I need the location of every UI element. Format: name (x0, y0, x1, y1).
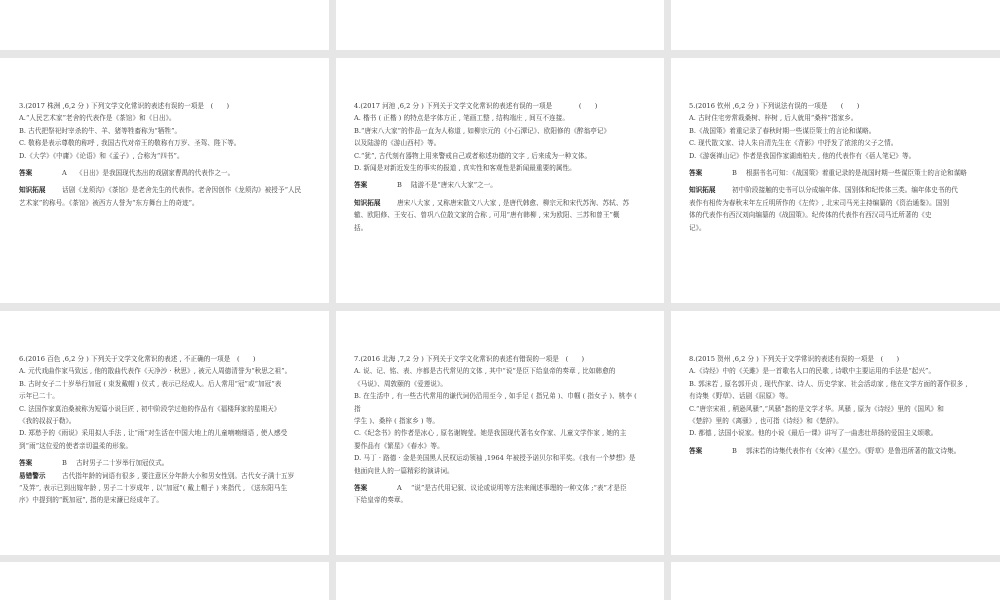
option-b-cont: 有诗集《野草》、话剧《屈原》等。 (689, 392, 792, 401)
answer-value: B (397, 181, 402, 190)
option-d-cont: 到“雨”这位爱的使者亲切温柔的形象。 (19, 441, 133, 450)
answer-label: 答案 (354, 484, 368, 493)
knowledge-extension (354, 197, 650, 209)
option-a: A.“人民艺术家”老舍的代表作是《茶馆》和《日出》。 (19, 114, 176, 123)
answer-row (689, 445, 986, 457)
answer-note: 古时男子二十岁举行加冠仪式。 (76, 459, 169, 468)
option-b-cont: 示年已二十。 (19, 392, 59, 401)
extension-line: “及笄”, 表示已到出嫁年龄 , 男子二十岁成年 , 以“加冠”( 戴上帽子 ) 来指代 , 《送东阳马生 (19, 484, 288, 493)
answer-label: 答案 (19, 459, 33, 468)
option-b: B. 古时女子二十岁举行加冠 ( 束发戴帽 ) 仪式 , 表示已经成人。后人常用“冠”或“加冠”表 (19, 379, 282, 388)
answer-label: 答案 (689, 169, 703, 178)
answer-label: 答案 (689, 446, 703, 455)
option-c: C.《纪念书》的作者是冰心 , 原名谢婉莹。她是我国现代著名女作家、儿童文学作家 , 她的主 (354, 429, 627, 438)
answer-note: 郭沫若的诗集代表作有《女神》《星空》。《野草》是鲁迅所著的散文诗集。 (746, 446, 961, 455)
question-card-6[interactable] (0, 311, 329, 555)
option-b: B. 郭沫若 , 原名郭开贞 , 现代作家、诗人、历史学家、社会活动家 , 他在文学方面的著作很多 , (689, 379, 968, 388)
question-card-3[interactable] (0, 58, 329, 303)
question-stem: 6.(2016 百色 ,6,2 分 ) 下列关于文学文化常识的表述 , 不正确的一项是 ( ) (19, 355, 256, 363)
option-b-cont: 以及陆游的《游山西村》等。 (354, 139, 441, 148)
option-a: A. 说、记、铭、表、序都是古代常见的文体 , 其中“说”是臣下给皇帝的奏章 , 比如韩愈的 (354, 367, 616, 376)
knowledge-extension (689, 184, 986, 196)
extension-line: 初中阶段接触的史书可以分成编年体、国别体和纪传体三类。编年体史书的代 (732, 186, 958, 195)
answer-value: B (62, 459, 67, 468)
extension-line: 下给皇帝的奏章。 (354, 496, 408, 505)
option-d: D. 郑愁予的《雨说》采用拟人手法 , 让“雨”对生活在中国大地上的儿童喃喃细语 , 使人感受 (19, 429, 288, 438)
option-a: A.《诗经》中的《关雎》是一首歌名人口的民歌 , 诗歌中主要运用的手法是“起兴”。 (689, 367, 936, 376)
option-b: B. 古代把祭祀时宰杀的牛、羊、猪等牲畜称为“牺牲”。 (19, 126, 182, 135)
question-stem-text: 7.(2016 北海 ,7,2 分 ) 下列关于文学文化常识的表述有错误的一项是 ( ) (354, 355, 585, 363)
question-stem: 3.(2017 株洲 ,6,2 分 ) 下列文学文化常识的表述有误的一项是 ( ) (19, 102, 230, 110)
option-c-cont: 《楚辞》里的《离骚》, 也可指《诗经》和《楚辞》。 (689, 417, 843, 426)
answer-label: 答案 (354, 181, 368, 190)
extension-label: 易错警示 (19, 471, 46, 480)
extension-line: 唐宋八大家 , 又称唐宋散文八大家 , 是唐代韩愈、柳宗元和宋代苏洵、苏轼、苏 (397, 198, 630, 207)
error-warning (19, 470, 315, 482)
option-c-cont: 《我的叔叔于勒》。 (19, 417, 76, 426)
option-a-cont: 《马说》、周敦颐的《爱莲说》。 (354, 379, 448, 388)
option-b: B. 在生活中 , 有一些古代常用的谦代词仍沿用至今 , 如手足 ( 指兄弟 )、巾帼 ( 指女子 )、桃李 ( (354, 392, 637, 401)
extension-label: 知识拓展 (689, 186, 716, 195)
extension-line: 表作有相传为春秋末年左丘明所作的《左传》, 北宋司马光主持编纂的《资治通鉴》。国别 (689, 198, 950, 207)
option-d: D. 新闻是对新近发生的事实的报道 , 真实性和客观性是新闻最重要的属性。 (354, 164, 576, 173)
extension-line: 体的代表作有西汉刘向编纂的《战国策》。纪传体的代表作有西汉司马迁所著的《史 (689, 211, 932, 220)
page-top-right (671, 0, 1000, 50)
option-d-cont: 他面向世人的一篇精彩的演讲词。 (354, 466, 454, 475)
option-b-cont: 学生 )、桑梓 ( 指家乡 ) 等。 (354, 417, 440, 426)
answer-row (19, 167, 315, 179)
extension-label: 知识拓展 (19, 186, 46, 195)
option-b-cont: 指 (354, 404, 361, 413)
option-c-cont: 要作品有《繁星》《春水》等。 (354, 441, 444, 450)
option-b: B.《战国策》着重记录了春秋时期一些谋臣策士的言论和谋略。 (689, 126, 876, 135)
answer-note: “说”是古代用记叙、议论或说明等方法来阐述事理的一种文体 ;“表”才是臣 (411, 484, 627, 493)
knowledge-extension (19, 184, 315, 196)
extension-line: 话剧《龙须沟》《茶馆》是老舍先生的代表作。老舍因创作《龙须沟》被授予“人民 (62, 186, 302, 195)
question-stem: 4.(2017 河池 ,6,2 分 ) 下列关于文学文化常识的表述有误的一项是 ( ) (354, 102, 598, 110)
page-bottom-center (336, 562, 664, 600)
question-card-4[interactable] (336, 58, 664, 303)
answer-value: A (62, 169, 67, 178)
extension-line: 艺术家”的称号。《茶馆》被西方人誉为“东方舞台上的奇迹”。 (19, 198, 199, 207)
answer-note: 《日出》是我国现代杰出的戏剧家曹禺的代表作之一。 (76, 169, 235, 178)
answer-row (19, 457, 315, 469)
page-bottom-right (671, 562, 1000, 600)
question-card-8[interactable] (671, 311, 1000, 555)
extension-line: 序》中提到的“既加冠”, 指的是宋濂已经成年了。 (19, 496, 164, 505)
answer-value: B (732, 169, 737, 178)
page-top-left (0, 0, 329, 50)
option-a: A. 元代戏曲作家马致远 , 他的散曲代表作《天净沙 · 秋思》, 被元人周德清誉为“秋思之祖”。 (19, 367, 292, 376)
answer-row (354, 482, 650, 494)
extension-line: 古代指年龄的词语有很多 , 要注意区分年龄大小和男女性别。古代女子满十五岁 (62, 471, 295, 480)
extension-label: 知识拓展 (354, 198, 381, 207)
option-d: D. 都德 , 法国小说家。他的小说《最后一课》讲写了一曲悲壮昂扬的爱国主义颂歌。 (689, 429, 938, 438)
page-bottom-left (0, 562, 329, 600)
option-c: C.“犹”, 古代刻有器物上用来警戒自己或者称述功德的文字 , 后来成为一种文体。 (354, 151, 592, 160)
option-c: C. 法国作家莫泊桑被称为短篇小说巨匠 , 初中阶段学过他的作品有《福楼拜家的星期天》 (19, 404, 281, 413)
page-top-center (336, 0, 664, 50)
question-card-5[interactable] (671, 58, 1000, 303)
option-c: C.“唐宗宋祖 , 稍逊风骚”,“风骚”指的是文学才华。风骚 , 原为《诗经》里的《国风》和 (689, 404, 944, 413)
extension-line: 辙、欧阳修、王安石、曾巩八位散文家的合称 , 可用“唐有韩柳 , 宋为欧阳、三苏和曾王”概 (354, 211, 620, 220)
answer-row (354, 179, 650, 191)
question-stem: 5.(2016 钦州 ,6,2 分 ) 下列说法有误的一项是 ( ) (689, 102, 860, 110)
answer-row (689, 167, 986, 179)
option-a: A. 古时住宅旁常栽桑树、梓树 , 后人就用“桑梓”指家乡。 (689, 114, 858, 123)
extension-line: 记》。 (689, 223, 706, 232)
question-card-7[interactable] (336, 311, 664, 555)
answer-note: 陆游不是“唐宋八大家”之一。 (411, 181, 497, 190)
question-stem (354, 353, 650, 365)
option-d: D. 马丁 · 路德 · 金是美国黑人民权运动领袖 ,1964 年被授予诺贝尔和平奖。《我有一个梦想》是 (354, 454, 636, 463)
option-a: A. 楷书 ( 正楷 ) 的特点是字体方正 , 笔画工整 , 结构端庄 , 间互不连接。 (354, 114, 569, 123)
option-c: C. 敬称是表示尊敬的称呼 , 我国古代对帝王的敬称有万岁、圣驾、陛下等。 (19, 139, 241, 148)
option-b: B.“唐宋八大家”的作品一直为人称道 , 如柳宗元的《小石潭记》、欧阳修的《醉翁亭记》 (354, 126, 611, 135)
answer-label: 答案 (19, 169, 33, 178)
option-d: D.《游褒禅山记》作者是我国作家湖南柏夫 , 他的代表作有《蓓人笔记》等。 (689, 151, 916, 160)
answer-value: B (732, 446, 737, 455)
option-d: D.《大学》《中庸》《论语》和《孟子》, 合称为“四书”。 (19, 151, 184, 160)
answer-value: A (397, 484, 402, 493)
option-c: C. 现代散文家、诗人朱自清先生在《背影》中抒发了浓浓的父子之情。 (689, 139, 898, 148)
question-stem: 8.(2015 贺州 ,6,2 分 ) 下列关于文学常识的表述有误的一项是 ( ) (689, 355, 900, 363)
answer-note: 根据书名可知：《战国策》着重记录的是战国时期一些谋臣策士的言论和谋略 (746, 169, 967, 178)
extension-line: 括。 (354, 223, 368, 232)
